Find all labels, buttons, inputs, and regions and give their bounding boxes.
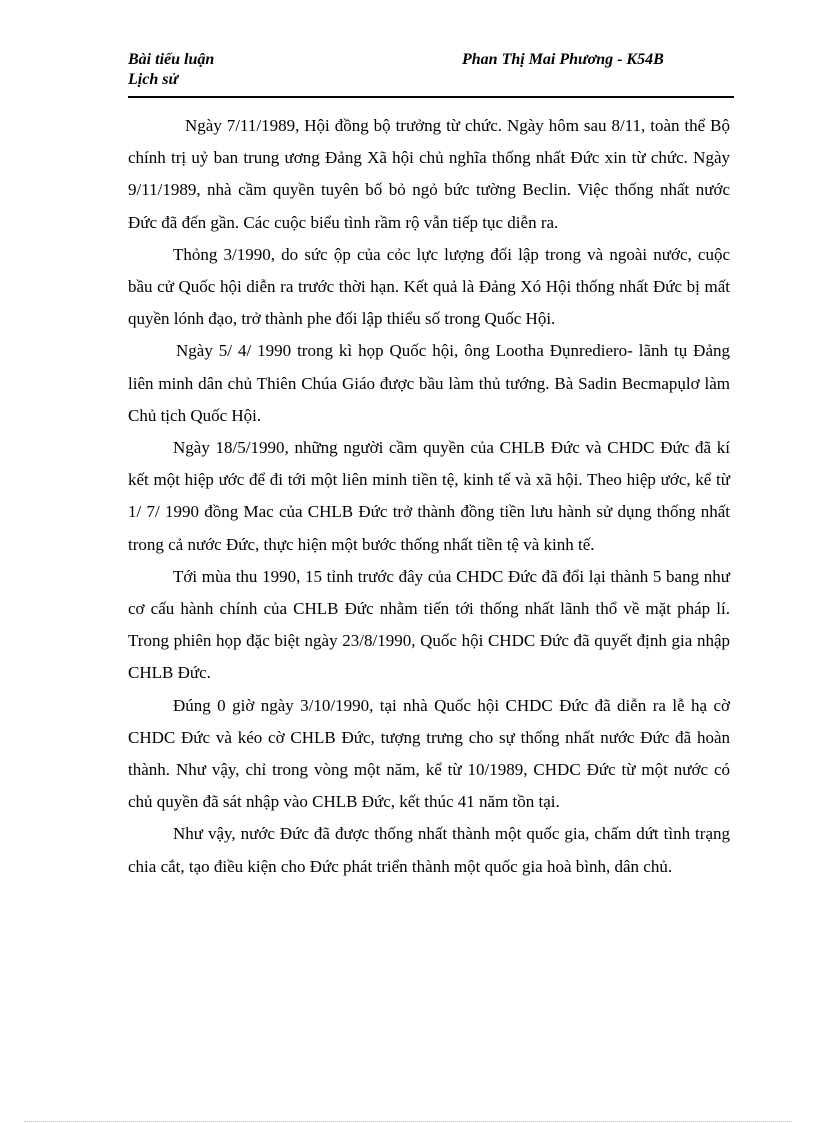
header-left [128,50,214,90]
paragraph-2: Thỏng 3/1990, do sức ộp của cỏc lực lượng đối lập trong và ngoài nước, cuộc bầu cử Quốc hội diễn ra trước thời hạn. Kết quả là Đảng Xó Hội thống nhất Đức bị mất quyền lónh đạo, trở thành phe đối lập thiểu số trong Quốc Hội. [128,244,730,329]
paragraph-1: Ngày 7/11/1989, Hội đồng bộ trưởng từ chức. Ngày hôm sau 8/11, toàn thể Bộ chính trị uỷ ban trung ương Đảng Xã hội chủ nghĩa thống nhất Đức xin từ chức. Ngày 9/11/1989, nhà cầm quyền tuyên bố bỏ ngỏ bức tường Beclin. Việc thống nhất nước Đức đã đến gần. Các cuộc biểu tình rầm rộ vẫn tiếp tục diễn ra. [128,116,730,232]
footer-dotted-rule [24,1121,792,1122]
paragraph-4: Ngày 18/5/1990, những người cầm quyền của CHLB Đức và CHDC Đức đã kí kết một hiệp ước để đi tới một liên minh tiền tệ, kinh tế và xã hội. Theo hiệp ước, kể từ 1/ 7/ 1990 đồng Mac của CHLB Đức trở thành đồng tiền lưu hành sử dụng thống nhất trong cả nước Đức, thực hiện một bước thống nhất tiền tệ và kinh tế. [128,438,730,554]
document-body [128,110,730,883]
paragraph-3: Ngày 5/ 4/ 1990 trong kì họp Quốc hội, ông Lootha Đụnrediero- lãnh tụ Đảng liên minh dân chủ Thiên Chúa Giáo được bầu làm thủ tướng. Bà Sadin Becmapụlơ làm Chủ tịch Quốc Hội. [128,341,730,425]
paragraph-7: Như vậy, nước Đức đã được thống nhất thành một quốc gia, chấm dứt tình trạng chia cắt, tạo điều kiện cho Đức phát triển thành một quốc gia hoà bình, dân chủ. [128,824,730,876]
page-header [128,50,734,98]
header-essay-label: Bài tiểu luận [128,51,215,68]
header-subject-label: Lịch sử [128,71,179,88]
paragraph-6: Đúng 0 giờ ngày 3/10/1990, tại nhà Quốc hội CHDC Đức đã diễn ra lễ hạ cờ CHDC Đức và kéo cờ CHLB Đức, tượng trưng cho sự thống nhất nước Đức đã hoàn thành. Như vậy, chỉ trong vòng một năm, kể từ 10/1989, CHDC Đức từ một nước có chủ quyền đã sát nhập vào CHLB Đức, kết thúc 41 năm tồn tại. [128,695,730,812]
header-author: Phan Thị Mai Phương - K54B [462,51,664,68]
paragraph-5: Tới mùa thu 1990, 15 tỉnh trước đây của CHDC Đức đã đổi lại thành 5 bang như cơ cấu hành chính của CHLB Đức nhằm tiến tới thống nhất lãnh thổ về mặt pháp lí. Trong phiên họp đặc biệt ngày 23/8/1990, Quốc hội CHDC Đức đã quyết định gia nhập CHLB Đức. [128,566,730,683]
